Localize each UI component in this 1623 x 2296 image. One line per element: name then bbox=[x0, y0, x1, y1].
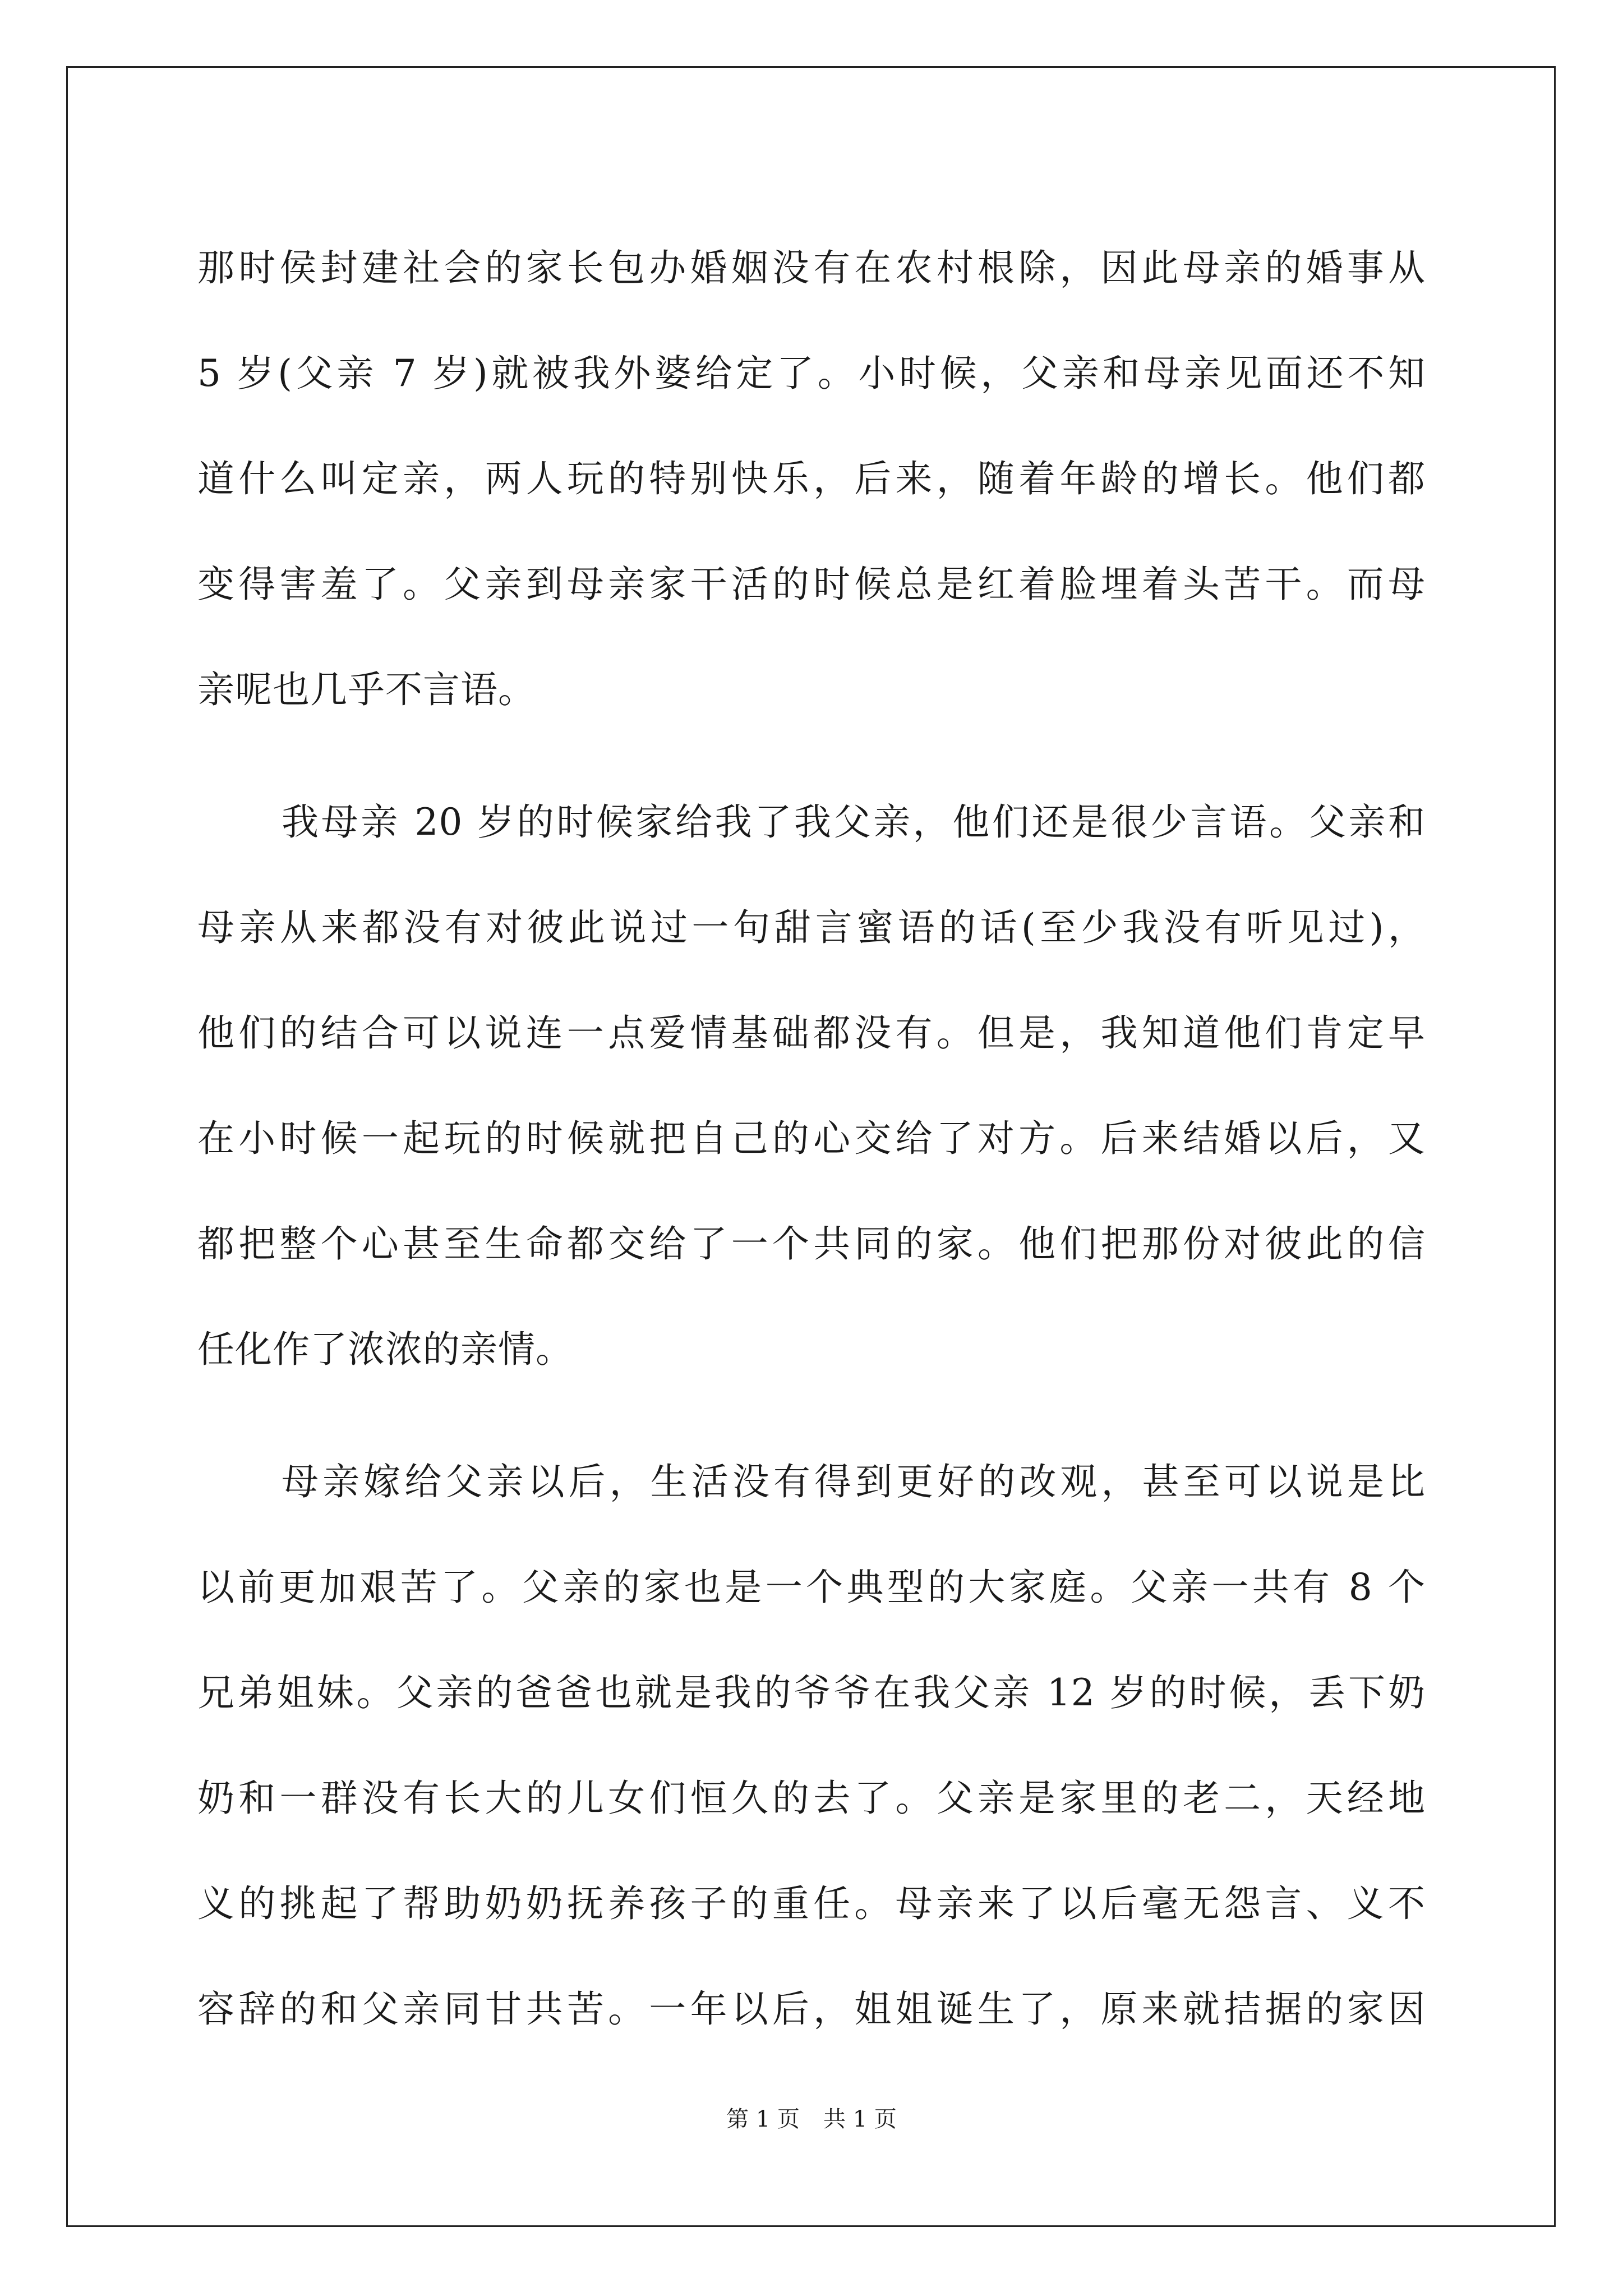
text-line: 奶和一群没有长大的儿女们恒久的去了。父亲是家里的老二，天经地 bbox=[197, 1777, 1426, 1820]
page-total: 共 1 页 bbox=[823, 2106, 897, 2132]
paragraph-3 bbox=[197, 1429, 1426, 2062]
text-line: 容辞的和父亲同甘共苦。一年以后，姐姐诞生了，原来就拮据的家因 bbox=[197, 1987, 1426, 2031]
text-line: 我母亲 20 岁的时候家给我了我父亲，他们还是很少言语。父亲和 bbox=[282, 800, 1426, 844]
text-line: 兄弟姐妹。父亲的爸爸也就是我的爷爷在我父亲 12 岁的时候，丢下奶 bbox=[197, 1671, 1426, 1714]
page-footer bbox=[0, 2101, 1623, 2133]
text-line: 以前更加艰苦了。父亲的家也是一个典型的大家庭。父亲一共有 8 个 bbox=[197, 1566, 1426, 1609]
text-line: 义的挑起了帮助奶奶抚养孩子的重任。母亲来了以后毫无怨言、义不 bbox=[197, 1882, 1426, 1925]
text-line: 都把整个心甚至生命都交给了一个共同的家。他们把那份对彼此的信 bbox=[197, 1222, 1426, 1266]
paragraph-spacer bbox=[197, 1402, 1426, 1429]
text-line: 变得害羞了。父亲到母亲家干活的时候总是红着脸埋着头苦干。而母 bbox=[197, 563, 1426, 606]
paragraph-1 bbox=[197, 215, 1426, 743]
text-line: 在小时候一起玩的时候就把自己的心交给了对方。后来结婚以后，又 bbox=[197, 1117, 1426, 1160]
text-line: 道什么叫定亲，两人玩的特别快乐，后来，随着年龄的增长。他们都 bbox=[197, 457, 1426, 500]
text-line: 亲呢也几乎不言语。 bbox=[197, 668, 536, 711]
document-body bbox=[197, 215, 1426, 2062]
text-line: 5 岁(父亲 7 岁)就被我外婆给定了。小时候，父亲和母亲见面还不知 bbox=[197, 352, 1426, 395]
text-line: 母亲从来都没有对彼此说过一句甜言蜜语的话(至少我没有听见过)， bbox=[197, 906, 1426, 949]
text-line: 他们的结合可以说连一点爱情基础都没有。但是，我知道他们肯定早 bbox=[197, 1011, 1426, 1055]
page-number: 第 1 页 bbox=[726, 2106, 800, 2132]
paragraph-2 bbox=[197, 770, 1426, 1402]
text-line: 那时侯封建社会的家长包办婚姻没有在农村根除，因此母亲的婚事从 bbox=[197, 246, 1426, 289]
text-line: 任化作了浓浓的亲情。 bbox=[197, 1328, 573, 1371]
paragraph-spacer bbox=[197, 743, 1426, 770]
text-line: 母亲嫁给父亲以后，生活没有得到更好的改观，甚至可以说是比 bbox=[282, 1460, 1426, 1503]
